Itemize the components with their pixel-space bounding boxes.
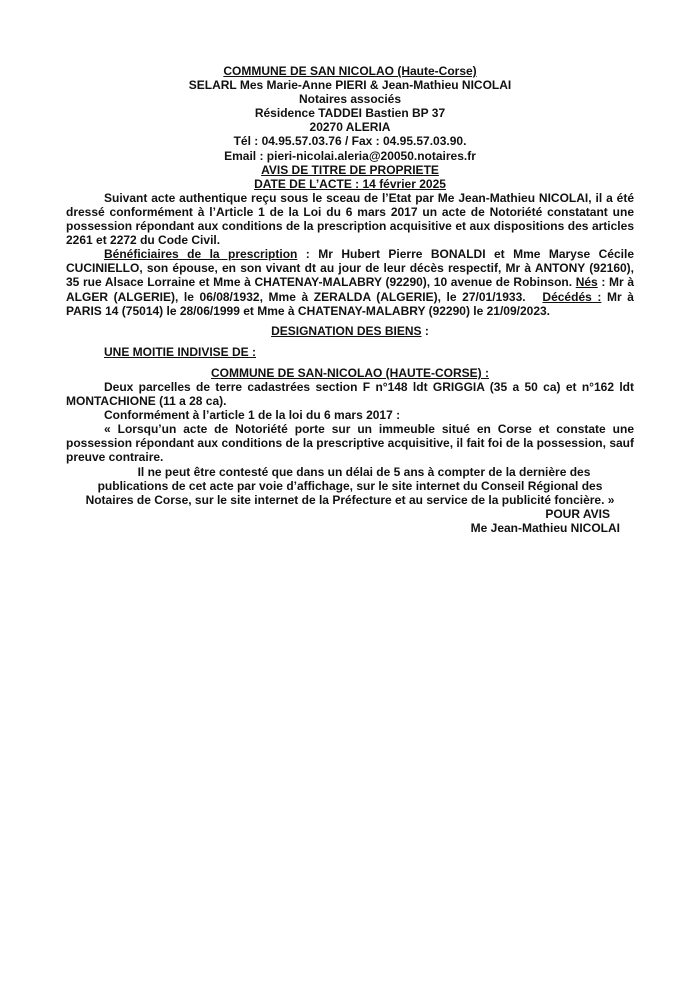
article-reference: Conformément à l’article 1 de la loi du 6 mars 2017 :	[104, 408, 401, 423]
firm-city: 20270 ALERIA	[309, 120, 391, 135]
property-commune-heading: COMMUNE DE SAN-NICOLAO (HAUTE-CORSE) :	[211, 365, 489, 380]
beneficiaries-paragraph	[66, 247, 637, 318]
quote-paragraph-1: « Lorsqu’un acte de Notoriété porte sur un immeuble situé en Corse et constate une possession répondant aux conditions de la prescriptive acquisitive, il fait foi de la possession, sauf preuve contraire.	[66, 422, 634, 465]
commune-heading: COMMUNE DE SAN NICOLAO (Haute-Corse)	[223, 64, 477, 78]
signatory-name: Me Jean-Mathieu NICOLAI	[470, 520, 620, 535]
beneficiaries-label: Bénéficiaires de la prescription	[104, 247, 298, 262]
parcels-paragraph: Deux parcelles de terre cadastrées section F n°148 ldt GRIGGIA (35 a 50 ca) et n°162 ldt MONTACHIONE (11 a 28 ca).	[66, 379, 634, 409]
act-date: DATE DE L’ACTE : 14 février 2025	[254, 176, 446, 191]
firm-name: SELARL Mes Marie-Anne PIERI & Jean-Mathieu NICOLAI	[188, 78, 512, 93]
legal-notice-document	[66, 64, 637, 535]
intro-paragraph: Suivant acte authentique reçu sous le sceau de l’Etat par Me Jean-Mathieu NICOLAI, il a été dressé conformément à l’Article 1 de la Loi du 6 mars 2017 un acte de Notoriété constatant une possession répondant aux conditions de la prescription acquisitive et aux dispositions des articles 2261 et 2272 du Code Civil.	[66, 190, 634, 248]
firm-email: Email : pieri-nicolai.aleria@20050.notaires.fr	[224, 148, 476, 163]
beneficiaries-text: : Mr Hubert Pierre BONALDI et Mme Maryse Cécile CUCINIELLO, son épouse, en son vivant dt au jour de leur décès respectif, Mr à ANTONY (92160), 35 rue Alsace Lorraine et Mme à CHATENAY-MALABRY (92290), 10 avenue de Robinson.	[66, 247, 634, 290]
births-label: Nés	[575, 275, 598, 290]
deaths-text: Mr à PARIS 14 (75014) le 28/06/1999 et Mme à CHATENAY-MALABRY (92290) le 21/09/2023.	[66, 289, 634, 318]
deaths-label: Décédés :	[542, 289, 602, 304]
quote-paragraph-2-line-2: publications de cet acte par voie d’affichage, sur le site internet du Conseil Régional des	[97, 478, 603, 493]
firm-address: Résidence TADDEI Bastien BP 37	[254, 106, 446, 121]
designation-heading: DESIGNATION DES BIENS	[271, 323, 422, 338]
quote-paragraph-2-line-1: Il ne peut être contesté que dans un délai de 5 ans à compter de la dernière des	[137, 464, 591, 479]
firm-phone: Tél : 04.95.57.03.76 / Fax : 04.95.57.03.90.	[233, 134, 467, 149]
designation-heading-suffix: :	[421, 323, 429, 338]
quote-paragraph-2-line-3: Notaires de Corse, sur le site internet de la Préfecture et au service de la publicité foncière. »	[85, 492, 615, 507]
undivided-half-heading: UNE MOITIE INDIVISE DE :	[104, 344, 257, 359]
notice-title: AVIS DE TITRE DE PROPRIETE	[261, 162, 439, 177]
firm-role: Notaires associés	[298, 92, 402, 107]
births-text: : Mr à ALGER (ALGERIE), le 06/08/1932, Mme à ZERALDA (ALGERIE), le 27/01/1933.	[66, 275, 637, 304]
pour-avis: POUR AVIS	[545, 506, 610, 521]
